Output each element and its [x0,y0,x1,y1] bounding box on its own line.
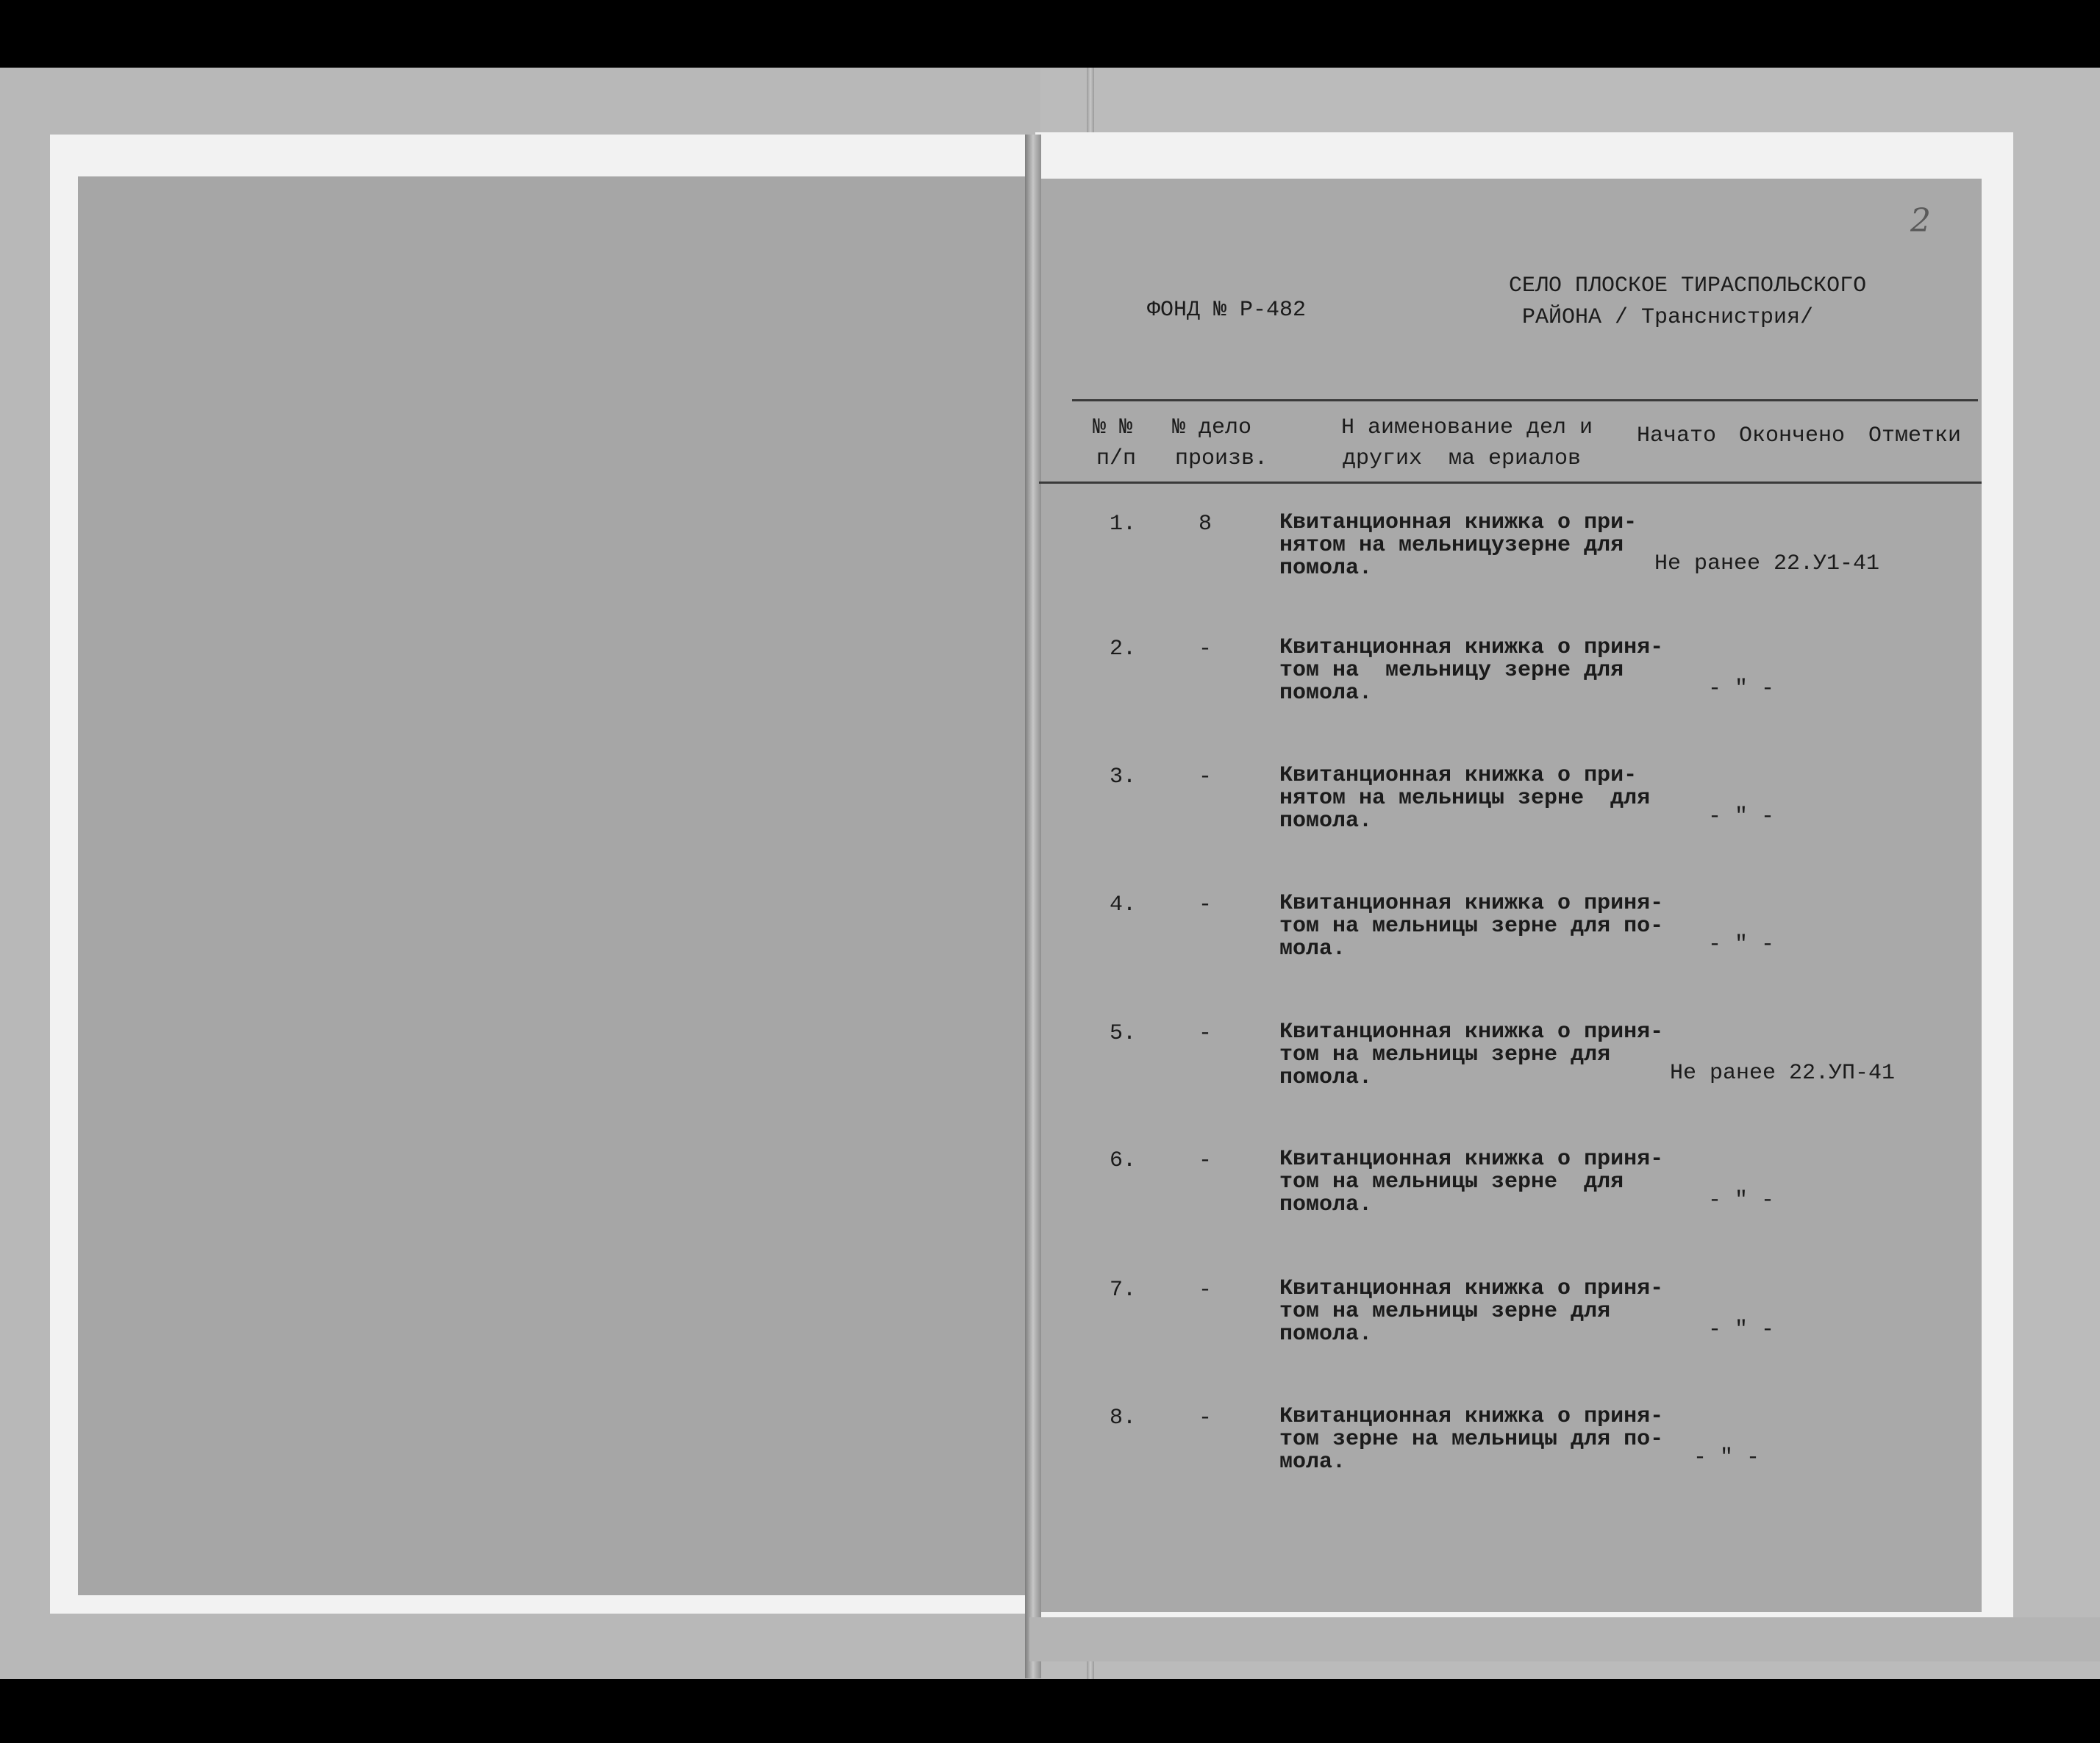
blank-page-left [78,176,1025,1595]
table-row [1039,512,1982,585]
row-number: 8. [1110,1406,1137,1431]
row-number: 5. [1110,1021,1137,1046]
fond-number: ФОНД № Р-482 [1147,298,1307,323]
row-number: 6. [1110,1148,1137,1173]
row-number: 1. [1110,512,1137,537]
row-case: 8 [1199,512,1212,537]
col-header-notes: Отметки [1868,423,1962,448]
row-number: 3. [1110,765,1137,790]
col-header-num-2: п/п [1096,446,1137,471]
row-title: Квитанционная книжка о приня- том на мельницы зерне для помола. [1279,1020,1664,1090]
table-row [1039,892,1982,966]
col-header-title-2: других ма ериалов [1343,446,1582,471]
row-date-mark: - " - [1708,1188,1775,1213]
location-line-1: СЕЛО ПЛОСКОЕ ТИРАСПОЛЬСКОГО [1509,273,1867,298]
col-header-start: Начато [1637,423,1717,448]
row-title: Квитанционная книжка о приня- том на мельницы зерне для по- мола. [1279,891,1664,962]
row-date-mark: Не ранее 22.У1-41 [1654,551,1880,576]
row-title: Квитанционная книжка о при- нятом на мельницы зерне для помола. [1279,763,1651,834]
col-header-title-1: Н аименование дел и [1341,415,1593,440]
row-case: - [1199,892,1212,917]
row-case: - [1199,1148,1212,1173]
row-number: 2. [1110,637,1137,662]
table-row [1039,1021,1982,1095]
row-number: 4. [1110,892,1137,917]
row-case: - [1199,1021,1212,1046]
row-number: 7. [1110,1278,1137,1303]
table-row [1039,637,1982,710]
row-case: - [1199,1406,1212,1431]
row-title: Квитанционная книжка о приня- том зерне на мельницы для по- мола. [1279,1404,1664,1475]
col-header-num-1: № № [1093,415,1133,440]
row-case: - [1199,765,1212,790]
row-date-mark: - " - [1708,932,1775,957]
page-number: 2 [1910,202,1931,240]
row-title: Квитанционная книжка о приня- том на мельницу зерне для помола. [1279,635,1664,706]
row-date-mark: - " - [1708,804,1775,829]
row-case: - [1199,637,1212,662]
header-rule-bottom [1039,482,1982,484]
table-row [1039,1278,1982,1351]
cover-bottom-edge [1029,1617,2100,1661]
col-header-end: Окончено [1739,423,1846,448]
row-title: Квитанционная книжка о при- нятом на мельницузерне для помола. [1279,510,1638,581]
location-line-2: РАЙОНА / Транснистрия/ [1522,305,1814,330]
row-title: Квитанционная книжка о приня- том на мельницы зерне для помола. [1279,1147,1664,1217]
row-date-mark: - " - [1693,1445,1760,1470]
col-header-case-1: № дело [1172,415,1252,440]
col-header-case-2: произв. [1175,446,1268,471]
row-date-mark: Не ранее 22.УП-41 [1670,1061,1896,1086]
table-row [1039,1406,1982,1479]
table-row [1039,1148,1982,1222]
row-date-mark: - " - [1708,676,1775,701]
row-case: - [1199,1278,1212,1303]
table-row [1039,765,1982,838]
row-title: Квитанционная книжка о приня- том на мельницы зерне для помола. [1279,1276,1664,1347]
header-rule-top [1072,399,1978,401]
row-date-mark: - " - [1708,1317,1775,1342]
